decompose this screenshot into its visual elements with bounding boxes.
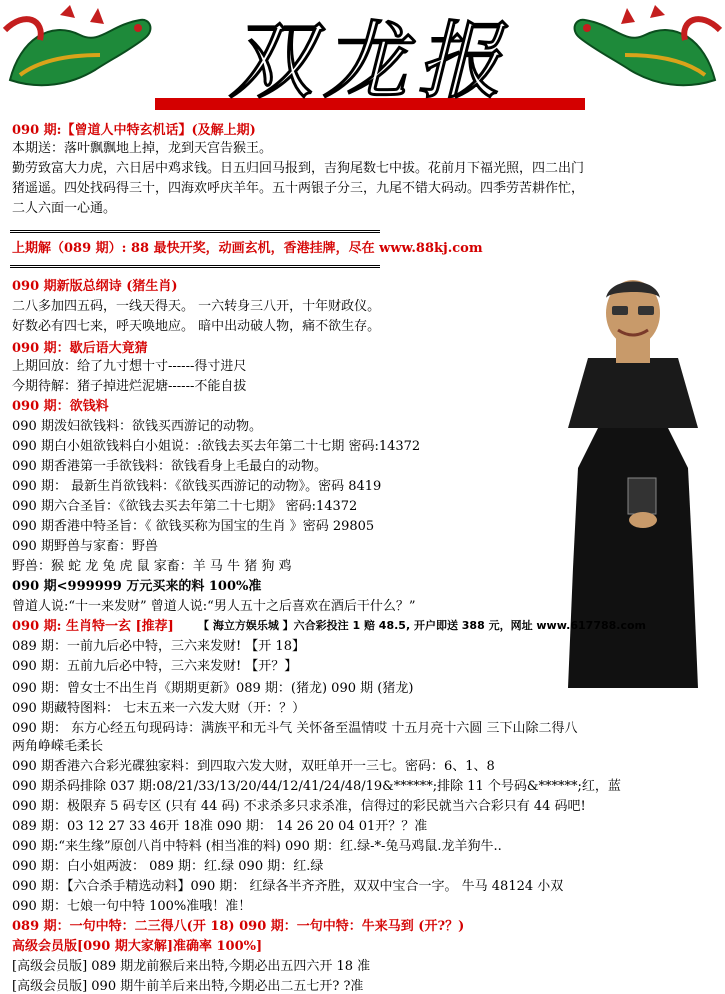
text-line: 090 期：五前九后必中特，三六来发财! 【开？】 [12, 659, 298, 674]
text-line: 野兽：猴 蛇 龙 兔 虎 鼠 家畜：羊 马 牛 猪 狗 鸡 [12, 559, 292, 574]
text-line: 090 期香港第一手欲钱料：欲钱看身上毛最白的动物。 [12, 459, 327, 474]
text-line: 090 期白小姐欲钱料白小姐说：:欲钱去买去年第二十七期 密码:14372 [12, 439, 421, 454]
text-line: 090 期：【六合杀手精选动料】090 期： 红绿各半齐齐胜，双双中宝合一字。 牛马 48124 小双 [12, 879, 564, 894]
text-line: 猪遥遥。四处找码得三十，四海欢呼庆羊年。五十两银子分三，九尾不错大码动。四季劳苦耕作忙， [12, 181, 585, 196]
text-line: 090 期六合圣旨：《欲钱去买去年第二十七期》 密码:14372 [12, 499, 358, 514]
page-title: 双龙报 [228, 12, 512, 110]
text-line: 曾道人说:“十一来发财” 曾道人说:“男人五十之后喜欢在酒后干什么？” [12, 599, 416, 614]
text-line: 好数必有四七来，呼天唤地应。 暗中出动破人物，痛不欲生存。 [12, 319, 381, 334]
text-line: 二八多加四五码，一线天得天。 一六转身三八开，十年财政仪。 [12, 299, 381, 314]
left-dragon-icon [0, 0, 160, 100]
text-line: 090 期香港六合彩光碟独家料：到四取六发大财，双旺单开一三七。密码：6、1、8 [12, 759, 495, 774]
text-line: 090 期：曾女士不出生肖《期期更新》089 期：(猪龙) 090 期 (猪龙) [12, 681, 414, 696]
text-line: 090 期： 最新生肖欲钱料：《欲钱买西游记的动物》。密码 8419 [12, 479, 382, 494]
text-line: 089 期：03 12 27 33 46开 18准 090 期： 14 26 20 04 01开？？准 [12, 819, 428, 834]
text-line: [高级会员版] 090 期牛前羊后来出特,今期必出二五七开? ?准 [12, 979, 364, 994]
text-line: [高级会员版] 089 期龙前猴后来出特,今期必出五四六开 18 准 [12, 959, 371, 974]
text-line: 二人六面一心通。 [12, 201, 117, 216]
text-line: 上期回放：给了九寸想十寸------得寸进尺 [12, 359, 247, 374]
text-line: 高级会员版[090 期大家解]准确率 100%] [12, 939, 263, 954]
text-line: 090 期：七娘一句中特 100%准哦！准！ [12, 899, 252, 914]
text-line: 089 期：一句中特：二三得八(开 18) 090 期：一句中特：牛来马到 (开?？) [12, 919, 465, 934]
text-line: 090 期香港中特圣旨：《 欲钱买称为国宝的生肖 》密码 29805 [12, 519, 375, 534]
text-line: 两角峥嵘毛柔长 [12, 739, 104, 754]
text-line: 090 期泼妇欲钱料：欲钱买西游记的动物。 [12, 419, 262, 434]
text-line: 090 期：极限弃 5 码专区 (只有 44 码) 不求杀多只求杀准，信得过的彩民就当六合彩只有 44 码吧! [12, 799, 586, 814]
text-line: 上期解（089 期）: 88 最快开奖，动画玄机，香港挂牌，尽在 www.88kj.com [12, 241, 483, 256]
text-line: 勤劳致富大力虎，六日居中鸡求钱。日五归回马报到，吉狗尾数七中拔。花前月下福光照，四二出门 [12, 161, 585, 176]
text-line: 090 期: 生肖特一玄 [推荐] [12, 619, 174, 634]
text-line: 090 期杀码排除 037 期:08/21/33/13/20/44/12/41/24/48/19&******;排除 11 个号码&******;红，蓝 [12, 779, 621, 794]
text-line: 090 期:“来生缘”原创八肖中特料 (相当准的料) 090 期：红.绿-*-兔马鸡鼠.龙羊狗牛.. [12, 839, 502, 854]
text-line: 090 期:【曾道人中特玄机话】(及解上期) [12, 123, 256, 138]
text-line: 090 期藏特图料： 七末五来一六发大财（开：？） [12, 701, 306, 716]
text-line: 090 期野兽与家畜：野兽 [12, 539, 158, 554]
text-line: 090 期：欲钱料 [12, 399, 109, 414]
text-line: 089 期：一前九后必中特，三六来发财! 【开 18】 [12, 639, 305, 654]
text-line: 090 期：白小姐两波： 089 期：红.绿 090 期：红.绿 [12, 859, 324, 874]
text-line: 本期送：落叶飘飘地上掉，龙到天宫告猴王。 [12, 141, 273, 156]
separator-2 [10, 265, 380, 268]
title-banner [150, 4, 590, 114]
text-line: 090 期：歇后语大竟猜 [12, 341, 148, 356]
text-line: 090 期： 东方心经五句现码诗：满族平和无斗气 关怀备至温情哎 十五月亮十六圆 三下山除二得八 [12, 721, 578, 736]
separator-1 [10, 230, 380, 233]
text-line: 今期待解：猪子掉进烂泥塘------不能自拔 [12, 379, 247, 394]
text-line: 090 期新版总纲诗 (猪生肖) [12, 279, 178, 294]
text-line: 090 期<999999 万元买来的料 100%准 [12, 579, 262, 594]
ad-banner: 【 海立方娱乐城 】六合彩投注 1 赔 48.5, 开户即送 388 元，网址 www.617788.com [198, 619, 647, 632]
